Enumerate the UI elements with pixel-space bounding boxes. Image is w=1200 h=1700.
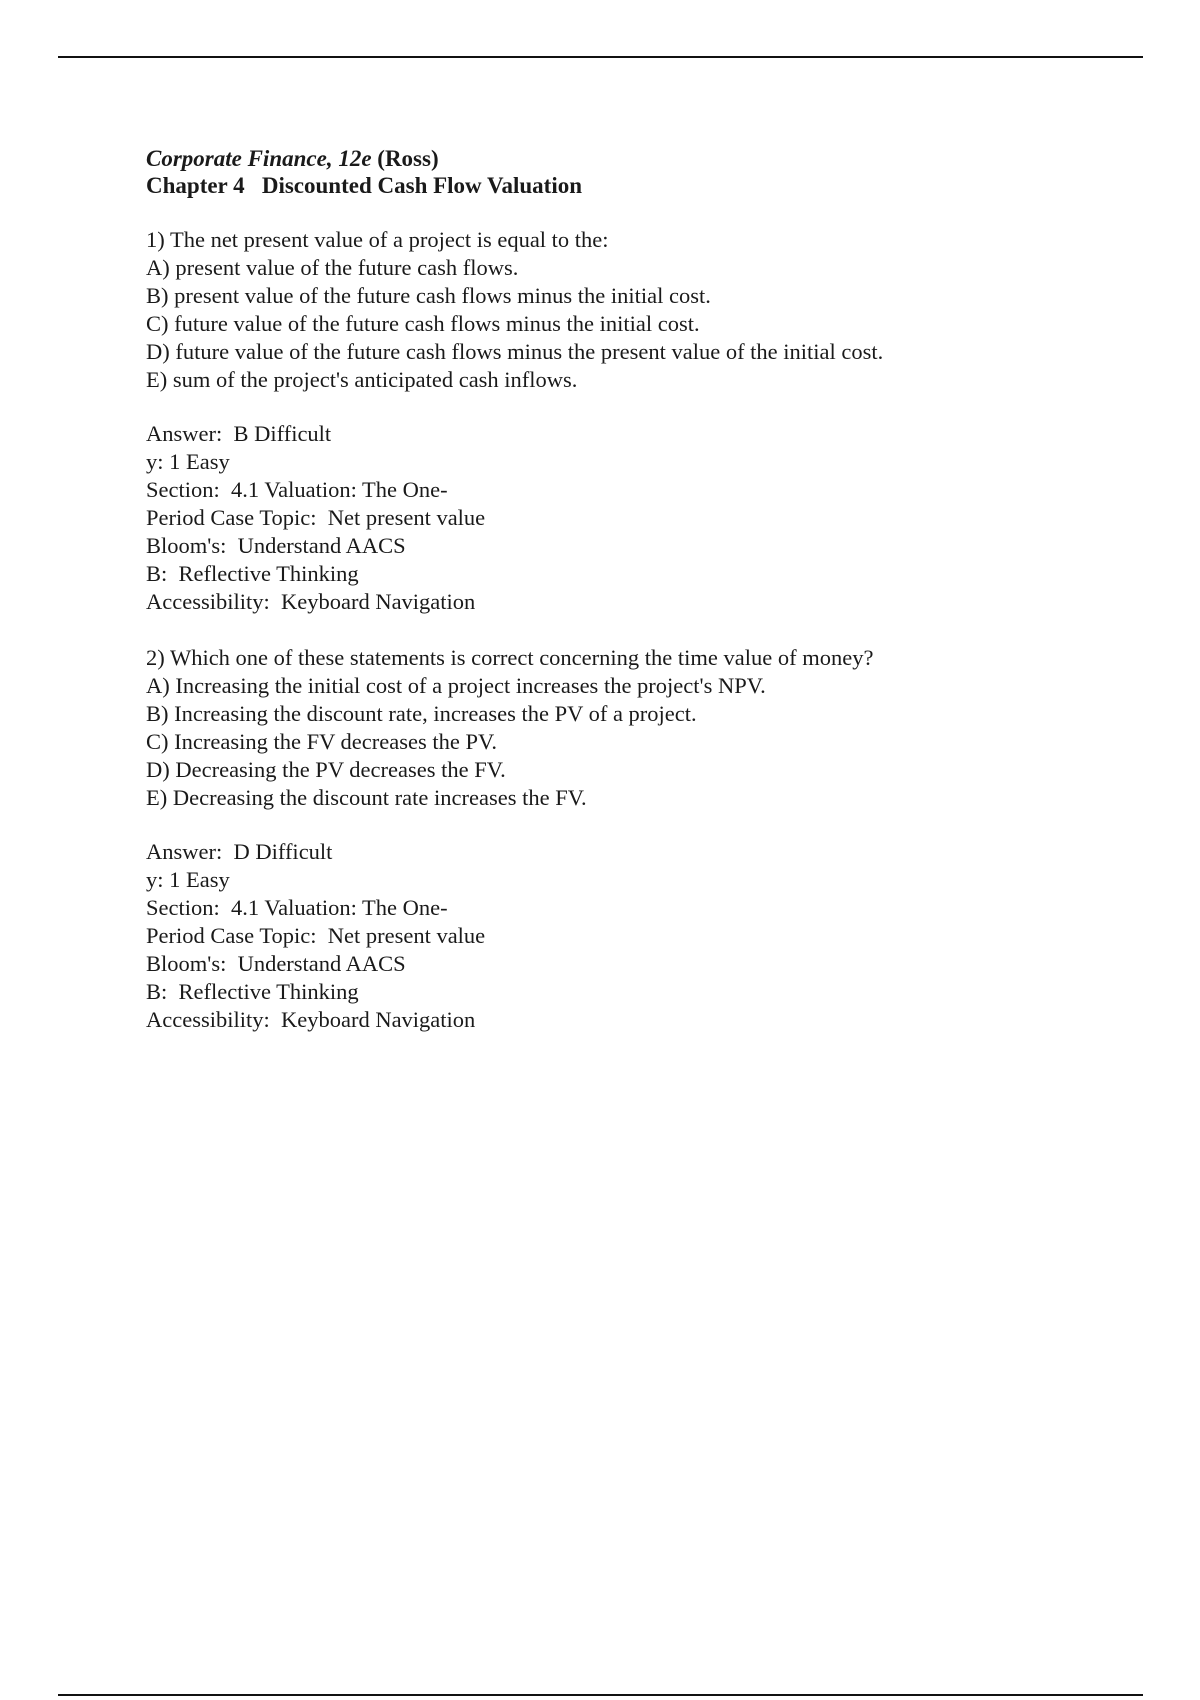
answer-line: Answer: B Difficult <box>146 421 332 446</box>
chapter-label: Chapter 4 <box>146 173 245 198</box>
book-title-line <box>146 145 1146 172</box>
bottom-rule <box>58 1694 1143 1696</box>
option-e: E) Decreasing the discount rate increases the FV. <box>146 785 587 810</box>
option-a: A) present value of the future cash flows. <box>146 255 519 280</box>
chapter-heading <box>146 172 1146 199</box>
section-line: Section: 4.1 Valuation: The One- <box>146 895 448 920</box>
option-c: C) future value of the future cash flows minus the initial cost. <box>146 311 700 336</box>
question-stem: 1) The net present value of a project is equal to the: <box>146 227 609 252</box>
question-1 <box>146 226 1146 616</box>
aacsb-line: B: Reflective Thinking <box>146 979 359 1004</box>
difficulty-line: y: 1 Easy <box>146 867 230 892</box>
book-title: Corporate Finance, 12e <box>146 146 372 171</box>
answer-line: Answer: D Difficult <box>146 839 333 864</box>
book-author: (Ross) <box>377 146 439 171</box>
section-line: Section: 4.1 Valuation: The One- <box>146 477 448 502</box>
option-c: C) Increasing the FV decreases the PV. <box>146 729 497 754</box>
topic-line: Period Case Topic: Net present value <box>146 923 486 948</box>
question-1-meta <box>146 420 1146 616</box>
question-2 <box>146 644 1146 1034</box>
option-a: A) Increasing the initial cost of a project increases the project's NPV. <box>146 673 766 698</box>
accessibility-line: Accessibility: Keyboard Navigation <box>146 1007 476 1032</box>
option-d: D) Decreasing the PV decreases the FV. <box>146 757 506 782</box>
document-body <box>146 145 1146 1034</box>
topic-line: Period Case Topic: Net present value <box>146 505 486 530</box>
chapter-title: Discounted Cash Flow Valuation <box>261 173 583 198</box>
difficulty-line: y: 1 Easy <box>146 449 230 474</box>
option-d: D) future value of the future cash flows minus the present value of the initial cost. <box>146 339 884 364</box>
accessibility-line: Accessibility: Keyboard Navigation <box>146 589 476 614</box>
option-b: B) Increasing the discount rate, increases the PV of a project. <box>146 701 697 726</box>
question-stem: 2) Which one of these statements is correct concerning the time value of money? <box>146 645 874 670</box>
question-2-meta <box>146 838 1146 1034</box>
option-b: B) present value of the future cash flows minus the initial cost. <box>146 283 711 308</box>
aacsb-line: B: Reflective Thinking <box>146 561 359 586</box>
option-e: E) sum of the project's anticipated cash inflows. <box>146 367 578 392</box>
blooms-line: Bloom's: Understand AACS <box>146 533 406 558</box>
top-rule <box>58 56 1143 58</box>
blooms-line: Bloom's: Understand AACS <box>146 951 406 976</box>
